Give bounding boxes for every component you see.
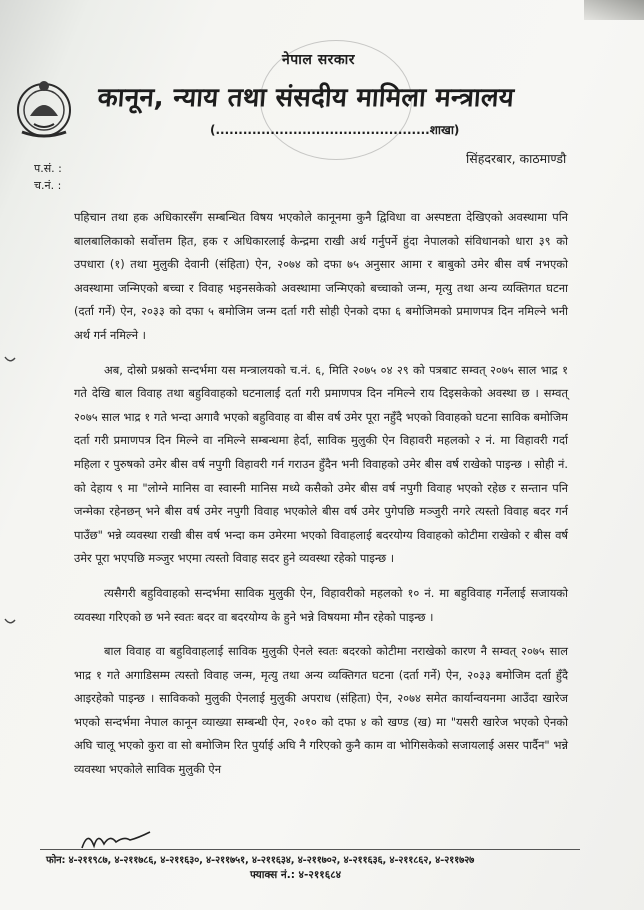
footer-phone-numbers: फोन: ४-२११९८७, ४-२११७८६, ४-२११६३०, ४-२११७५१, ४-२११६३४, ४-२११७०२, ४-२११६३६, ४-२११८६२, ४-२११७२७ — [46, 855, 475, 866]
letter-number-label: प.सं. : — [34, 162, 62, 175]
body-paragraph: त्यसैगरी बहुविवाहको सन्दर्भमा साविक मुलुकी ऐन, विहावरीको महलको १० नं. मा बहुविवाह गर्नेलाई सजायको व्यवस्था गरिएको छ भने स्वतः बदर वा बदरयोग्य के हुने भन्ने विषयमा मौन रहेको पाइन्छ । — [74, 585, 568, 624]
body-paragraph: पहिचान तथा हक अधिकारसँग सम्बन्धित विषय भएकोले कानूनमा कुनै द्विविधा वा अस्पष्टता देखिएको अवस्थामा पनि बालबालिकाको सर्वोत्तम हित, हक र अधिकारलाई केन्द्रमा राखी अर्थ गर्नुपर्ने हुंदा नेपालको संविधानको धारा ३९ को उपधारा (१) तथा मुलुकी देवानी (संहिता) ऐन, २०७४ को दफा ७५ अनुसार आमा र बाबुको उमेर बीस वर्ष नभएको अवस्थामा जन्मिएको बच्चा र विवाह भइनसकेको अवस्थामा जन्मिएको बच्चाको जन्म, मृत्यु तथा अन्य व्यक्तिगत घटना (दर्ता गर्ने) ऐन, २०३३ को दफा ५ बमोजिम जन्म दर्ता गरी सोही ऐनको दफा ६ बमोजिमको प्रमाणपत्र दिन नमिल्ने भनी अर्थ गर्न नमिल्ने । — [74, 210, 568, 342]
reference-block — [34, 160, 62, 194]
letter-body — [74, 206, 568, 793]
margin-mark-icon — [4, 356, 16, 364]
branch-line: (...............................................शाखा) — [210, 123, 460, 137]
dispatch-number-label: च.नं. : — [34, 179, 62, 192]
office-location: सिंहदरबार, काठमाण्डौ — [466, 151, 567, 166]
body-paragraph: बाल विवाह वा बहुविवाहलाई साविक मुलुकी ऐनले स्वतः बदरको कोटीमा नराखेको कारण नै सम्वत् २०७५ साल भाद्र १ गते अगाडिसम्म त्यस्तो विवाह जन्म, मृत्यु तथा अन्य व्यक्तिगत घटना (दर्ता गर्ने) ऐन, २०३३ बमोजिम दर्ता हुँदै आइरहेको पाइन्छ । साविकको मुलुकी ऐनलाई मुलुकी अपराध (संहिता) ऐन, २०७४ समेत कार्यान्वयनमा आउँदा खारेज भएको सन्दर्भमा नेपाल कानून व्याख्या सम्बन्धी ऐन, २०१० को दफा ४ को खण्ड (ख) मा "यसरी खारेज भएको ऐनको अघि चालू भएको कुरा वा सो बमोजिम रित पुर्याई अघि नै गरिएको कुनै काम वा भोगिसकेको सजायलाई असर पार्दैन" भन्ने व्यवस्था भएकोले साविक मुलुकी ऐन — [74, 644, 568, 777]
margin-mark-icon — [4, 618, 16, 626]
ministry-title: कानून, न्याय तथा संसदीय मामिला मन्त्रालय — [96, 83, 516, 113]
footer-fax-number: फ्याक्स नं.: ४-२११६८४ — [250, 869, 342, 881]
body-paragraph: अब, दोस्रो प्रश्नको सन्दर्भमा यस मन्त्रालयको च.नं. ६, मिति २०७५ ०४ २९ को पत्रबाट सम्वत् २०७५ साल भाद्र १ गते देखि बाल विवाह तथा बहुविवाहको घटनालाई दर्ता गरी प्रमाणपत्र दिन नमिल्ने राय दिइसकेको अवस्था छ । सम्वत् २०७५ साल भाद्र १ गते भन्दा अगावै भएको बहुविवाह वा बीस वर्ष उमेर पूरा नहुँदै भएको विवाहको घटना साविक बमोजिम दर्ता गरी प्रमाणपत्र दिन मिल्ने वा नमिल्ने सम्बन्धमा हेर्दा, साविक मुलुकी ऐन विहावरी महलको २ नं. मा विहावरी गर्दा महिला र पुरुषको उमेर बीस वर्ष नपुगी विहावरी गर्न गराउन हुँदैन भनी विवाहको उमेर बीस वर्ष राखेको पाइन्छ । सोही नं. को देहाय ९ मा "लोग्ने मानिस वा स्वास्नी मानिस मध्ये कसैको उमेर बीस वर्ष नपुगी विवाह भएको रहेछ र सन्तान पनि जन्मेका रहेनछन् भने बीस वर्ष उमेर नपुगी विवाह भएकोले बीस वर्ष उमेर पुगेपछि मञ्जुरी नगरे त्यस्तो विवाह बदर गर्न पाउँछ" भन्ने व्यवस्था राखी बीस वर्ष भन्दा कम उमेरमा भएको विवाहलाई बदरयोग्य विवाहको कोटीमा राखेको र बीस वर्ष उमेर पूरा भएपछि मञ्जुर भएमा त्यस्तो विवाह सदर हुने व्यवस्था रहेको पाइन्छ । — [74, 362, 568, 566]
government-label: नेपाल सरकार — [282, 52, 356, 68]
paper-corner-shadow — [584, 0, 644, 20]
footer-divider — [40, 849, 580, 850]
nepal-emblem-icon — [14, 76, 74, 140]
